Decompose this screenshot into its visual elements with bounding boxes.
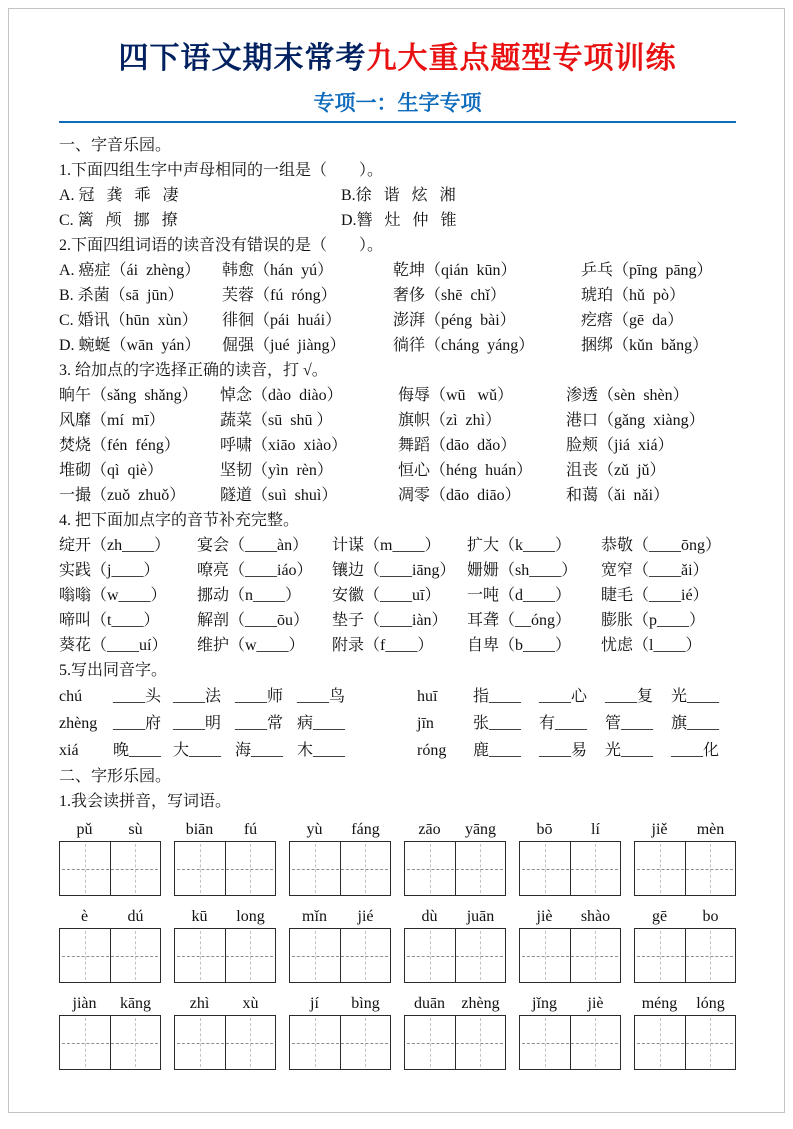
pinyin-syllable: sù <box>128 821 143 838</box>
pinyin-key: xiá <box>59 742 79 759</box>
pinyin-syllable: gē <box>651 908 668 925</box>
pinyin-label <box>404 818 506 841</box>
q2-option-row <box>59 283 736 308</box>
homophone-blank-cell: 光____ <box>605 742 654 759</box>
syllable-blank-cell: 垫子（____iàn） <box>332 612 448 629</box>
word-pinyin-cell: 捆绑（kǔn bǎng） <box>581 337 709 354</box>
pinyin-writing-group <box>59 992 161 1070</box>
reading-choice-cell: 和蔼（ǎi nǎi） <box>566 487 670 504</box>
reading-choice-cell: 焚烧（fén féng） <box>59 437 180 454</box>
reading-choice-cell: 呼啸（xiāo xiào） <box>220 437 348 454</box>
syllable-blank-cell: 啼叫（t____） <box>59 612 160 629</box>
word-pinyin-cell: 琥珀（hǔ pò） <box>581 287 686 304</box>
writing-cell <box>111 1016 161 1069</box>
reading-choice-cell: 沮丧（zǔ jǔ） <box>566 462 666 479</box>
writing-box <box>59 928 161 983</box>
syllable-blank-cell: 葵花（____uí） <box>59 637 168 654</box>
q2-stem: 2.下面四组词语的读音没有错误的是（ ）。 <box>59 237 384 254</box>
reading-choice-cell: 坚韧（yìn rèn） <box>220 462 333 479</box>
writing-box <box>404 841 506 896</box>
pinyin-writing-group <box>289 905 391 983</box>
pinyin-key: chú <box>59 688 83 705</box>
q3-row <box>59 383 736 408</box>
writing-cell <box>405 1016 456 1069</box>
word-pinyin-cell: 徘徊（pái huái） <box>222 312 342 329</box>
q1-option-d: D.簪 灶 仲 锥 <box>341 212 457 229</box>
word-pinyin-cell: 徜徉（cháng yáng） <box>393 337 535 354</box>
pinyin-label <box>404 992 506 1015</box>
pinyin-syllable: jiè <box>536 908 553 925</box>
syllable-blank-cell: 忧虑（l____） <box>601 637 702 654</box>
q2-option-row <box>59 258 736 283</box>
homophone-blank-cell: ____心 <box>539 688 588 705</box>
q3-row <box>59 458 736 483</box>
word-pinyin-cell: C. 婚讯（hūn xùn） <box>59 312 198 329</box>
writing-box <box>174 928 276 983</box>
writing-cell <box>635 1016 686 1069</box>
writing-row <box>59 905 736 983</box>
pinyin-syllable: lóng <box>696 995 725 1012</box>
pinyin-writing-group <box>634 905 736 983</box>
reading-choice-cell: 渗透（sèn shèn） <box>566 387 689 404</box>
pinyin-writing-group <box>59 818 161 896</box>
q1-options-row <box>59 208 736 233</box>
word-pinyin-cell: A. 癌症（ái zhèng） <box>59 262 201 279</box>
homophone-blank-cell: ____鸟 <box>297 688 346 705</box>
homophone-blank-cell: 张____ <box>473 715 522 732</box>
pinyin-key: róng <box>417 742 447 759</box>
homophone-blank-cell: ____法 <box>173 688 222 705</box>
word-pinyin-cell: 奢侈（shē chǐ） <box>393 287 506 304</box>
homophone-blank-cell: ____复 <box>605 688 654 705</box>
reading-choice-cell: 晌午（sǎng shǎng） <box>59 387 198 404</box>
pinyin-writing-group <box>634 992 736 1070</box>
pinyin-label <box>634 992 736 1015</box>
q5-row <box>59 737 736 764</box>
q4-row <box>59 633 736 658</box>
writing-cell <box>456 842 506 895</box>
reading-choice-cell: 凋零（dāo diāo） <box>398 487 521 504</box>
q4-row <box>59 583 736 608</box>
homophone-blank-cell: 木____ <box>297 742 346 759</box>
q1-option-b: B.徐 谐 炫 湘 <box>341 187 456 204</box>
word-pinyin-cell: 韩愈（hán yú） <box>222 262 334 279</box>
pinyin-writing-section <box>59 818 736 1070</box>
homophone-blank-cell: 鹿____ <box>473 742 522 759</box>
pinyin-syllable: jié <box>357 908 374 925</box>
pinyin-syllable: bo <box>702 908 719 925</box>
pinyin-label <box>634 818 736 841</box>
writing-cell <box>175 842 226 895</box>
pinyin-syllable: kū <box>191 908 208 925</box>
q3-row <box>59 483 736 508</box>
pinyin-writing-group <box>519 992 621 1070</box>
homophone-blank-cell: 海____ <box>235 742 284 759</box>
pinyin-syllable: duān <box>413 995 446 1012</box>
syllable-blank-cell: 宽窄（____ǎi） <box>601 562 709 579</box>
q4-row <box>59 558 736 583</box>
pinyin-label <box>519 818 621 841</box>
pinyin-writing-group <box>289 818 391 896</box>
section1-heading: 一、字音乐园。 <box>59 137 172 154</box>
writing-cell <box>456 929 506 982</box>
pinyin-writing-group <box>519 905 621 983</box>
writing-box <box>289 841 391 896</box>
word-pinyin-cell: 澎湃（péng bài） <box>393 312 516 329</box>
writing-cell <box>175 1016 226 1069</box>
page-title <box>59 39 736 79</box>
pinyin-syllable: zhì <box>189 995 210 1012</box>
syllable-blank-cell: 维护（w____） <box>197 637 305 654</box>
homophone-blank-cell: 病____ <box>297 715 346 732</box>
writing-cell <box>290 929 341 982</box>
pinyin-label <box>174 905 276 928</box>
pinyin-label <box>59 818 161 841</box>
pinyin-writing-group <box>174 992 276 1070</box>
syllable-blank-cell: 恭敬（____ōng） <box>601 537 722 554</box>
writing-cell <box>290 1016 341 1069</box>
pinyin-syllable: zhèng <box>461 995 500 1012</box>
word-pinyin-cell: 疙瘩（gē da） <box>581 312 684 329</box>
writing-cell <box>341 842 391 895</box>
reading-choice-cell: 悼念（dào diào） <box>220 387 343 404</box>
q1-stem: 1.下面四组生字中声母相同的一组是（ ）。 <box>59 162 384 179</box>
syllable-blank-cell: 绽开（zh____） <box>59 537 171 554</box>
writing-cell <box>341 929 391 982</box>
syllable-blank-cell: 自卑（b____） <box>467 637 572 654</box>
syllable-blank-cell: 安徽（____uī） <box>332 587 441 604</box>
reading-choice-cell: 堆砌（qì qiè） <box>59 462 163 479</box>
pinyin-label <box>289 818 391 841</box>
q5-row <box>59 683 736 710</box>
writing-cell <box>290 842 341 895</box>
writing-box <box>519 841 621 896</box>
syllable-blank-cell: 计谋（m____） <box>332 537 441 554</box>
reading-choice-cell: 蔬菜（sū shū ） <box>220 412 333 429</box>
writing-cell <box>520 1016 571 1069</box>
q1-options-row <box>59 183 736 208</box>
pinyin-syllable: yù <box>306 821 323 838</box>
homophone-blank-cell: ____易 <box>539 742 588 759</box>
reading-choice-cell: 旗帜（zì zhì） <box>398 412 502 429</box>
pinyin-label <box>59 905 161 928</box>
pinyin-syllable: dù <box>421 908 438 925</box>
pinyin-label <box>404 905 506 928</box>
writing-box <box>174 1015 276 1070</box>
q5-row <box>59 710 736 737</box>
writing-cell <box>686 929 736 982</box>
word-pinyin-cell: 芙蓉（fú róng） <box>222 287 337 304</box>
pinyin-syllable: zāo <box>418 821 441 838</box>
pinyin-syllable: biān <box>185 821 214 838</box>
writing-cell <box>520 842 571 895</box>
pinyin-syllable: dú <box>127 908 144 925</box>
q3-row <box>59 433 736 458</box>
pinyin-label <box>519 992 621 1015</box>
syllable-blank-cell: 挪动（n____） <box>197 587 302 604</box>
homophone-blank-cell: ____府 <box>113 715 162 732</box>
homophone-blank-cell: 晚____ <box>113 742 162 759</box>
writing-box <box>519 928 621 983</box>
writing-cell <box>635 929 686 982</box>
writing-cell <box>60 1016 111 1069</box>
pinyin-writing-group <box>404 818 506 896</box>
reading-choice-cell: 侮辱（wū wǔ） <box>398 387 514 404</box>
title-part-blue: 四下语文期末常考 <box>118 42 367 75</box>
pinyin-syllable: pǔ <box>76 821 93 838</box>
pinyin-label <box>519 905 621 928</box>
homophone-blank-cell: ____化 <box>671 742 720 759</box>
pinyin-syllable: mǐn <box>302 908 327 925</box>
writing-box <box>289 928 391 983</box>
pinyin-syllable: è <box>80 908 89 925</box>
q1-option-c: C. 篱 颅 挪 撩 <box>59 212 178 229</box>
pinyin-writing-group <box>289 992 391 1070</box>
syllable-blank-cell: 一吨（d____） <box>467 587 572 604</box>
pinyin-label <box>174 818 276 841</box>
writing-box <box>404 928 506 983</box>
writing-box <box>519 1015 621 1070</box>
homophone-blank-cell: 旗____ <box>671 715 720 732</box>
pinyin-writing-group <box>519 818 621 896</box>
homophone-blank-cell: 管____ <box>605 715 654 732</box>
pinyin-label <box>59 992 161 1015</box>
pinyin-syllable: bō <box>536 821 553 838</box>
writing-box <box>289 1015 391 1070</box>
syllable-blank-cell: 膨胀（p____） <box>601 612 706 629</box>
pinyin-syllable: shào <box>580 908 611 925</box>
s2-q1-stem: 1.我会读拼音，写词语。 <box>59 793 232 810</box>
pinyin-syllable: long <box>236 908 265 925</box>
writing-box <box>59 1015 161 1070</box>
reading-choice-cell: 舞蹈（dāo dǎo） <box>398 437 517 454</box>
writing-row <box>59 818 736 896</box>
syllable-blank-cell: 实践（j____） <box>59 562 160 579</box>
pinyin-syllable: lí <box>591 821 600 838</box>
pinyin-syllable: bìng <box>351 995 380 1012</box>
pinyin-key: zhèng <box>59 715 98 732</box>
pinyin-label <box>289 992 391 1015</box>
pinyin-syllable: xù <box>242 995 259 1012</box>
writing-cell <box>571 929 621 982</box>
pinyin-syllable: kāng <box>119 995 152 1012</box>
syllable-blank-cell: 姗姗（sh____） <box>467 562 578 579</box>
writing-cell <box>635 842 686 895</box>
reading-choice-cell: 风靡（mí mī） <box>59 412 165 429</box>
q5-stem: 5.写出同音字。 <box>59 662 168 679</box>
section-subtitle: 专项一：生字专项 <box>313 91 482 115</box>
pinyin-key: jīn <box>417 715 434 732</box>
syllable-blank-cell: 嘹亮（____iáo） <box>197 562 313 579</box>
writing-box <box>404 1015 506 1070</box>
pinyin-writing-group <box>174 818 276 896</box>
reading-choice-cell: 一撮（zuǒ zhuǒ） <box>59 487 186 504</box>
writing-cell <box>60 842 111 895</box>
writing-cell <box>571 842 621 895</box>
pinyin-syllable: fú <box>243 821 258 838</box>
section2-heading: 二、字形乐园。 <box>59 768 172 785</box>
reading-choice-cell: 隧道（suì shuì） <box>220 487 338 504</box>
pinyin-writing-group <box>404 992 506 1070</box>
syllable-blank-cell: 嗡嗡（w____） <box>59 587 167 604</box>
syllable-blank-cell: 附录（f____） <box>332 637 434 654</box>
writing-cell <box>405 842 456 895</box>
writing-cell <box>226 1016 276 1069</box>
homophone-blank-cell: 有____ <box>539 715 588 732</box>
homophone-blank-cell: 大____ <box>173 742 222 759</box>
pinyin-writing-group <box>634 818 736 896</box>
word-pinyin-cell: B. 杀菌（sā jūn） <box>59 287 184 304</box>
reading-choice-cell: 恒心（héng huán） <box>398 462 533 479</box>
pinyin-syllable: fáng <box>351 821 380 838</box>
q3-stem: 3. 给加点的字选择正确的读音，打 √。 <box>59 362 328 379</box>
reading-choice-cell: 港口（gǎng xiàng） <box>566 412 705 429</box>
q2-option-row <box>59 308 736 333</box>
word-pinyin-cell: 乾坤（qián kūn） <box>393 262 517 279</box>
pinyin-label <box>289 905 391 928</box>
pinyin-syllable: yāng <box>464 821 497 838</box>
pinyin-syllable: jiě <box>651 821 668 838</box>
syllable-blank-cell: 宴会（____àn） <box>197 537 309 554</box>
pinyin-key: huī <box>417 688 438 705</box>
reading-choice-cell: 脸颊（jiá xiá） <box>566 437 674 454</box>
word-pinyin-cell: 乒乓（pīng pāng） <box>581 262 713 279</box>
writing-cell <box>341 1016 391 1069</box>
pinyin-syllable: juān <box>466 908 495 925</box>
pinyin-label <box>174 992 276 1015</box>
word-pinyin-cell: D. 蜿蜒（wān yán） <box>59 337 201 354</box>
writing-box <box>59 841 161 896</box>
pinyin-writing-group <box>404 905 506 983</box>
syllable-blank-cell: 扩大（k____） <box>467 537 572 554</box>
pinyin-syllable: jí <box>310 995 319 1012</box>
writing-cell <box>226 929 276 982</box>
writing-box <box>174 841 276 896</box>
writing-cell <box>226 842 276 895</box>
q1-option-a: A. 冠 龚 乖 凄 <box>59 187 179 204</box>
pinyin-syllable: mèn <box>696 821 725 838</box>
syllable-blank-cell: 解剖（____ōu） <box>197 612 310 629</box>
writing-cell <box>456 1016 506 1069</box>
writing-cell <box>111 929 161 982</box>
syllable-blank-cell: 镶边（____iāng） <box>332 562 456 579</box>
q2-option-row <box>59 333 736 358</box>
pinyin-label <box>634 905 736 928</box>
worksheet-page <box>8 8 785 1113</box>
writing-cell <box>571 1016 621 1069</box>
title-part-red: 九大重点题型专项训练 <box>366 42 677 75</box>
q3-row <box>59 408 736 433</box>
pinyin-syllable: jiè <box>587 995 604 1012</box>
writing-cell <box>175 929 226 982</box>
divider-rule <box>59 121 736 123</box>
syllable-blank-cell: 耳聋（__óng） <box>467 612 572 629</box>
pinyin-writing-group <box>174 905 276 983</box>
q4-row <box>59 608 736 633</box>
homophone-blank-cell: 光____ <box>671 688 720 705</box>
pinyin-writing-group <box>59 905 161 983</box>
homophone-blank-cell: ____师 <box>235 688 284 705</box>
writing-cell <box>60 929 111 982</box>
word-pinyin-cell: 倔强（jué jiàng） <box>222 337 346 354</box>
homophone-blank-cell: ____常 <box>235 715 284 732</box>
writing-cell <box>686 1016 736 1069</box>
writing-cell <box>520 929 571 982</box>
pinyin-syllable: méng <box>641 995 678 1012</box>
pinyin-syllable: jǐng <box>532 995 557 1012</box>
q4-row <box>59 533 736 558</box>
writing-row <box>59 992 736 1070</box>
homophone-blank-cell: ____头 <box>113 688 162 705</box>
syllable-blank-cell: 睫毛（____ié） <box>601 587 709 604</box>
pinyin-syllable: jiàn <box>72 995 97 1012</box>
writing-box <box>634 928 736 983</box>
writing-cell <box>686 842 736 895</box>
writing-box <box>634 841 736 896</box>
writing-cell <box>405 929 456 982</box>
homophone-blank-cell: 指____ <box>473 688 522 705</box>
writing-cell <box>111 842 161 895</box>
q4-stem: 4. 把下面加点字的音节补充完整。 <box>59 512 300 529</box>
writing-box <box>634 1015 736 1070</box>
homophone-blank-cell: ____明 <box>173 715 222 732</box>
